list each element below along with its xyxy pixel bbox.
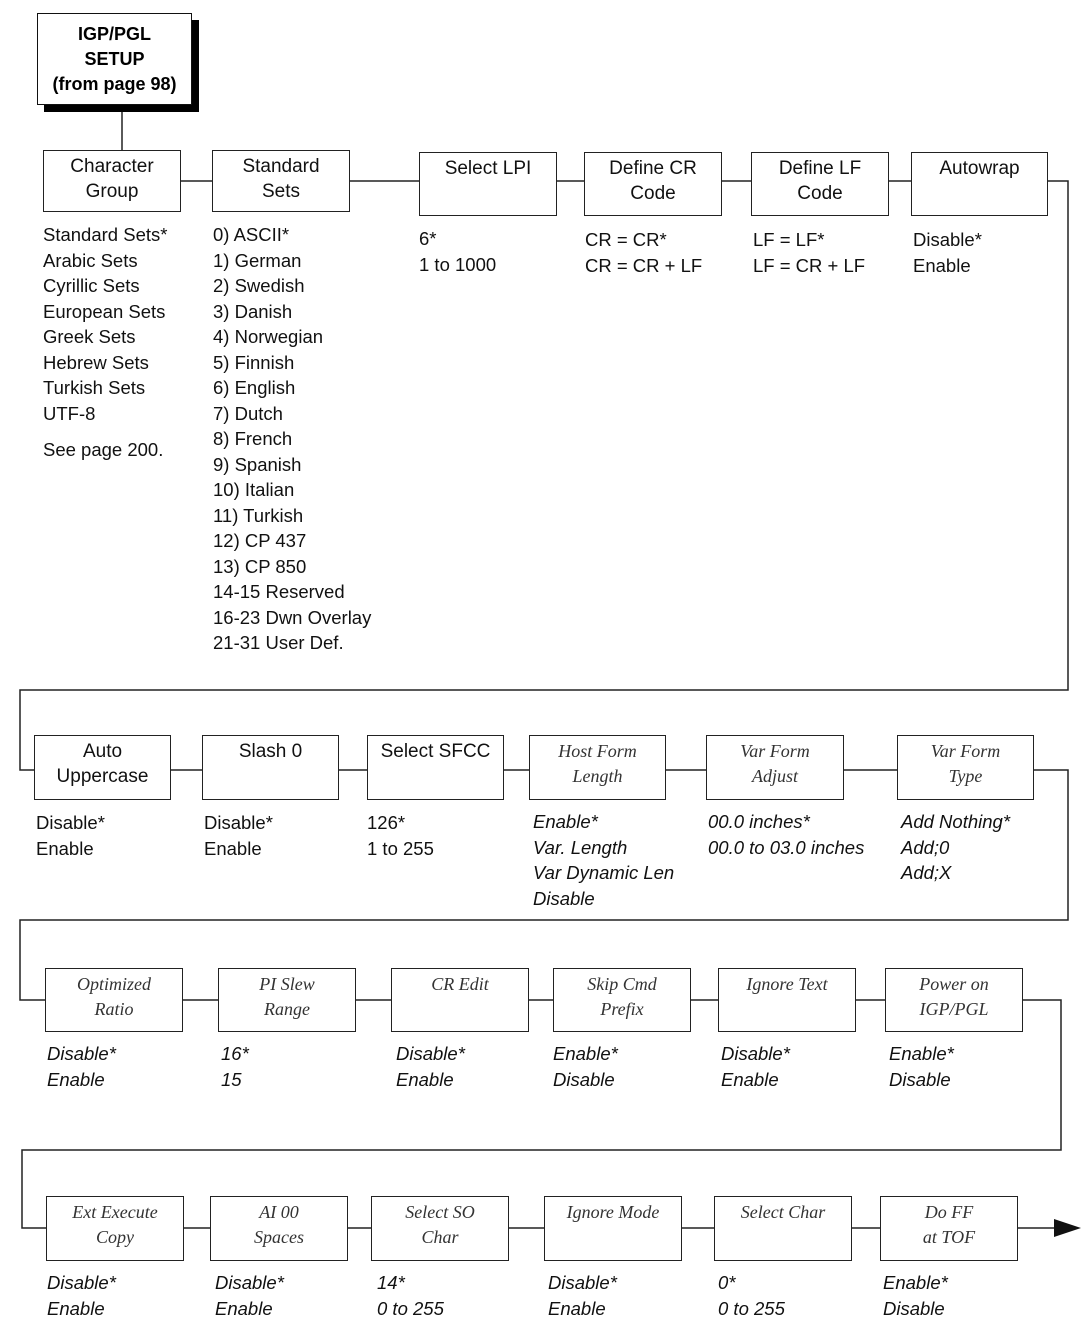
continue-arrow-icon — [1054, 1219, 1081, 1237]
option-item: Disable — [533, 887, 595, 909]
node-label-line: Char — [421, 1227, 459, 1247]
option-item: Enable* — [533, 811, 598, 832]
option-item: 5) Finnish — [213, 351, 295, 373]
option-item: Enable — [204, 837, 262, 859]
pi-slew-range-box — [218, 968, 356, 1032]
skip-cmd-prefix-box — [553, 968, 691, 1032]
node-label-line: CR Edit — [431, 974, 489, 994]
option-item: 1 to 255 — [367, 837, 434, 859]
option-item: Disable — [553, 1068, 615, 1090]
autowrap-options — [913, 227, 982, 278]
option-item: Enable* — [883, 1272, 948, 1293]
node-label-line: Code — [797, 183, 843, 204]
ignore-mode-options — [548, 1270, 617, 1321]
node-label-line: Group — [85, 181, 139, 202]
host-form-length-box — [529, 735, 666, 800]
option-item: 3) Danish — [213, 300, 293, 322]
option-item: 9) Spanish — [213, 453, 302, 475]
option-item: 4) Norwegian — [213, 326, 324, 347]
option-item: Disable — [883, 1297, 945, 1319]
node-label-line: Autowrap — [939, 158, 1020, 179]
node-label-line: Select SFCC — [380, 741, 491, 762]
option-item: European Sets — [43, 300, 166, 322]
option-item: Enable — [913, 254, 971, 276]
option-item: 14-15 Reserved — [213, 581, 345, 602]
node-label-line: Host Form — [558, 741, 637, 761]
node-label-line: Adjust — [751, 766, 798, 786]
host-form-length-options — [533, 809, 674, 911]
cr-edit-options — [396, 1041, 465, 1092]
slash-0-box — [202, 735, 339, 800]
ext-execute-copy-options — [47, 1270, 116, 1321]
node-label-line: Code — [630, 183, 676, 204]
option-item: 11) Turkish — [213, 504, 304, 526]
slash-0-options — [204, 810, 273, 861]
node-label-line: Copy — [96, 1227, 134, 1247]
option-item: 16-23 Dwn Overlay — [213, 606, 372, 628]
character-group-box — [43, 150, 181, 212]
node-label-line: PI Slew — [259, 974, 315, 994]
option-item: 6* — [419, 228, 437, 249]
option-item: 6) English — [213, 377, 296, 398]
option-item: Var. Length — [533, 836, 628, 858]
var-form-adjust-options — [708, 809, 864, 860]
option-item: Add;X — [901, 862, 952, 883]
option-item: 0* — [718, 1272, 736, 1293]
see-page-note: See page 200. — [43, 439, 164, 460]
option-item: Add Nothing* — [901, 811, 1011, 832]
optimized-ratio-box — [45, 968, 183, 1032]
select-sfcc-box — [367, 735, 504, 800]
node-label-line: Var Form — [930, 741, 1001, 761]
option-item: Disable* — [215, 1272, 284, 1293]
var-form-adjust-box — [706, 735, 844, 800]
option-item: Enable — [215, 1297, 273, 1319]
node-label-line: Select SO — [405, 1202, 475, 1222]
option-item: Enable — [47, 1068, 105, 1090]
node-label-line: Ignore Mode — [566, 1202, 660, 1222]
option-item: Disable* — [36, 812, 105, 833]
option-item: 1 to 1000 — [419, 253, 497, 275]
option-item: Enable* — [553, 1043, 618, 1064]
node-label-line: Define LF — [778, 158, 862, 179]
node-label-line: Ratio — [94, 999, 134, 1019]
node-label-line: Slash 0 — [238, 741, 303, 762]
define-cr-code-options — [585, 227, 702, 278]
option-item: 2) Swedish — [213, 275, 305, 296]
ai-00-spaces-box — [210, 1196, 348, 1261]
option-item: Enable — [721, 1068, 779, 1090]
define-lf-code-options — [753, 227, 865, 278]
option-item: 1) German — [213, 249, 302, 271]
node-label-line: Var Form — [740, 741, 810, 761]
select-lpi-options — [419, 226, 496, 277]
optimized-ratio-options — [47, 1041, 116, 1092]
option-item: LF = CR + LF — [753, 254, 866, 276]
option-item: LF = LF* — [753, 229, 825, 250]
option-item: 16* — [221, 1043, 249, 1064]
node-label-line: Spaces — [254, 1227, 304, 1247]
option-item: 21-31 User Def. — [213, 632, 344, 653]
node-label-line: Standard — [242, 156, 320, 177]
define-cr-code-box — [584, 152, 722, 216]
node-label-line: Do FF — [924, 1202, 974, 1222]
node-label-line: Power on — [919, 974, 989, 994]
option-item: Disable* — [47, 1272, 116, 1293]
igp-pgl-setup-root — [37, 13, 192, 105]
autowrap-box — [911, 152, 1048, 216]
skip-cmd-prefix-options — [553, 1041, 618, 1092]
option-item: Hebrew Sets — [43, 351, 149, 373]
option-item: Standard Sets* — [43, 224, 168, 245]
ignore-mode-box — [544, 1196, 682, 1261]
option-item: Greek Sets — [43, 326, 136, 347]
option-item: Turkish Sets — [43, 377, 146, 398]
option-item: Disable* — [396, 1043, 465, 1064]
define-lf-code-box — [751, 152, 889, 216]
root-line-3: (from page 98) — [52, 73, 177, 94]
option-item: 0) ASCII* — [213, 224, 290, 245]
ext-execute-copy-box — [46, 1196, 184, 1261]
select-so-char-options — [377, 1270, 444, 1321]
node-label-line: Auto — [82, 741, 123, 762]
option-item: 00.0 inches* — [708, 811, 810, 832]
option-item: 0 to 255 — [377, 1297, 444, 1319]
option-item: CR = CR + LF — [585, 254, 703, 276]
node-label-line: Optimized — [77, 974, 151, 994]
option-item: Enable — [36, 837, 94, 859]
option-item: 15 — [221, 1068, 242, 1090]
option-item: 12) CP 437 — [213, 530, 307, 551]
option-item: Enable — [47, 1297, 105, 1319]
var-form-type-options — [901, 809, 1010, 886]
power-on-igp-pgl-box — [885, 968, 1023, 1032]
option-item: Disable* — [548, 1272, 617, 1293]
option-item: Disable* — [47, 1043, 116, 1064]
option-item: Cyrillic Sets — [43, 275, 140, 296]
option-item: Add;0 — [901, 836, 950, 858]
option-item: Arabic Sets — [43, 249, 138, 271]
select-char-options — [718, 1270, 785, 1321]
option-item: Disable* — [204, 812, 273, 833]
node-label-line: Length — [572, 766, 623, 786]
var-form-type-box — [897, 735, 1034, 800]
node-label-line: at TOF — [922, 1227, 976, 1247]
option-item: 0 to 255 — [718, 1297, 785, 1319]
option-item: UTF-8 — [43, 402, 96, 424]
node-label-line: Uppercase — [56, 766, 149, 787]
ignore-text-options — [721, 1041, 790, 1092]
pi-slew-range-options — [221, 1041, 249, 1092]
option-item: Var Dynamic Len — [533, 862, 675, 883]
ai-00-spaces-options — [215, 1270, 284, 1321]
option-item: Disable — [889, 1068, 951, 1090]
select-so-char-box — [371, 1196, 509, 1261]
root-line-1: IGP/PGL — [77, 23, 151, 44]
node-label-line: Define CR — [609, 158, 697, 179]
option-item: CR = CR* — [585, 229, 667, 250]
option-item: 10) Italian — [213, 479, 295, 500]
node-label-line: Skip Cmd — [587, 974, 657, 994]
node-label-line: Sets — [261, 181, 301, 202]
node-label-line: Ext Execute — [72, 1202, 158, 1222]
node-label-line: IGP/PGL — [919, 999, 989, 1019]
standard-sets-options — [213, 222, 371, 656]
node-label-line: Ignore Text — [746, 974, 828, 994]
node-label-line: Character — [70, 156, 154, 177]
select-char-box — [714, 1196, 852, 1261]
option-item: Disable* — [913, 229, 982, 250]
power-on-igp-pgl-options — [889, 1041, 954, 1092]
option-item: Enable — [548, 1297, 606, 1319]
node-label-line: Select LPI — [444, 158, 532, 179]
option-item: 14* — [377, 1272, 405, 1293]
node-label-line: AI 00 — [259, 1202, 299, 1222]
do-ff-at-tof-options — [883, 1270, 948, 1321]
auto-uppercase-box — [34, 735, 171, 800]
auto-uppercase-options — [36, 810, 105, 861]
cr-edit-box — [391, 968, 529, 1032]
ignore-text-box — [718, 968, 856, 1032]
node-label-line: Prefix — [600, 999, 644, 1019]
select-sfcc-options — [367, 810, 434, 861]
option-item: 8) French — [213, 428, 293, 449]
option-item: Enable* — [889, 1043, 954, 1064]
root-line-2: SETUP — [84, 48, 145, 69]
select-lpi-box — [419, 152, 557, 216]
option-item: Enable — [396, 1068, 454, 1090]
option-item: Disable* — [721, 1043, 790, 1064]
character-group-options — [43, 222, 167, 463]
node-label-line: Range — [264, 999, 310, 1019]
node-label-line: Type — [948, 766, 983, 786]
standard-sets-box — [212, 150, 350, 212]
option-item: 126* — [367, 812, 406, 833]
option-item: 00.0 to 03.0 inches — [708, 836, 865, 858]
option-item: 7) Dutch — [213, 402, 283, 424]
node-label-line: Select Char — [740, 1202, 826, 1222]
do-ff-at-tof-box — [880, 1196, 1018, 1261]
option-item: 13) CP 850 — [213, 555, 307, 577]
